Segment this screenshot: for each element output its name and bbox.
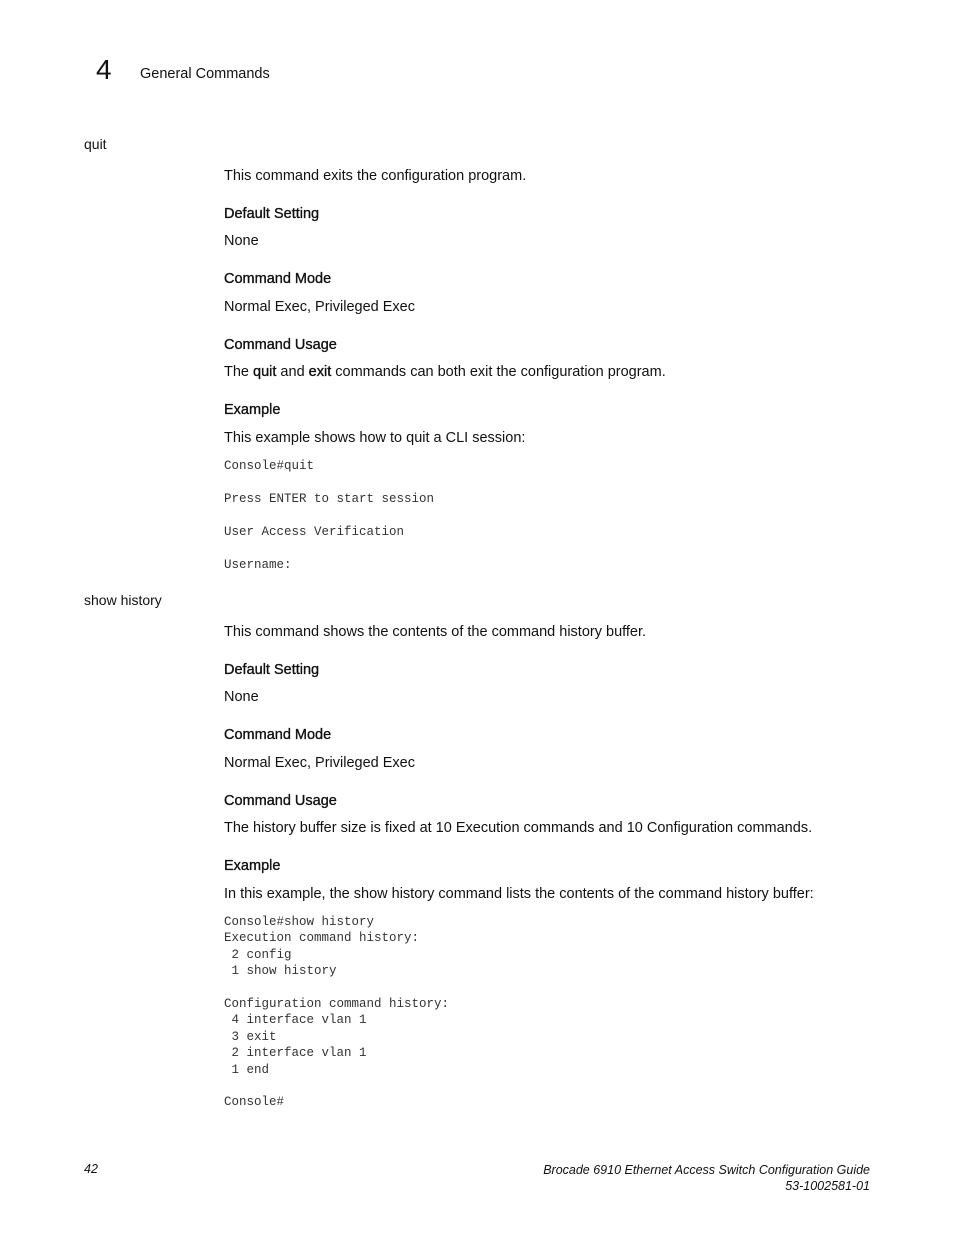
code-line: Press ENTER to start session [224, 492, 435, 506]
document-number: 53-1002581-01 [785, 1179, 870, 1193]
quit-usage-text [224, 364, 666, 380]
code-line: Username: [224, 558, 292, 572]
show-history-code-block: Console#show history Execution command history: 2 config 1 show history Configuration command history: 4 interface vlan 1 3 exit 2 interface vlan 1 1 end Console# [224, 915, 450, 1110]
show-history-example-intro: In this example, the show history command lists the contents of the command history buffer: [224, 886, 814, 902]
quit-example-heading: Example [224, 402, 281, 418]
show-history-default-value: None [224, 689, 259, 705]
keyword-exit: exit [308, 364, 332, 380]
keyword-quit: quit [253, 364, 277, 380]
code-line: Console#quit [224, 459, 315, 473]
quit-mode-value: Normal Exec, Privileged Exec [224, 299, 415, 315]
chapter-title: General Commands [140, 66, 270, 82]
code-line: User Access Verification [224, 525, 405, 539]
command-title-show-history: show history [84, 592, 162, 608]
show-history-default-heading: Default Setting [224, 662, 320, 678]
show-history-example-heading: Example [224, 858, 281, 874]
show-history-usage-text: The history buffer size is fixed at 10 Execution commands and 10 Configuration commands. [224, 820, 813, 836]
document-footer [543, 1162, 870, 1194]
usage-text-part: commands can both exit the configuration program. [331, 364, 666, 380]
show-history-mode-value: Normal Exec, Privileged Exec [224, 755, 415, 771]
quit-example-intro: This example shows how to quit a CLI session: [224, 430, 526, 446]
usage-text-part: and [276, 364, 309, 380]
usage-text-part: The [224, 364, 254, 380]
show-history-description: This command shows the contents of the command history buffer. [224, 624, 647, 640]
quit-mode-heading: Command Mode [224, 271, 332, 287]
quit-usage-heading: Command Usage [224, 337, 337, 353]
chapter-number: 4 [96, 54, 112, 85]
quit-default-value: None [224, 233, 259, 249]
quit-default-heading: Default Setting [224, 206, 320, 222]
show-history-usage-heading: Command Usage [224, 793, 337, 809]
quit-description: This command exits the configuration program. [224, 168, 527, 184]
document-title: Brocade 6910 Ethernet Access Switch Configuration Guide [543, 1163, 870, 1177]
page-number: 42 [84, 1162, 98, 1176]
command-title-quit: quit [84, 136, 107, 152]
show-history-mode-heading: Command Mode [224, 727, 332, 743]
